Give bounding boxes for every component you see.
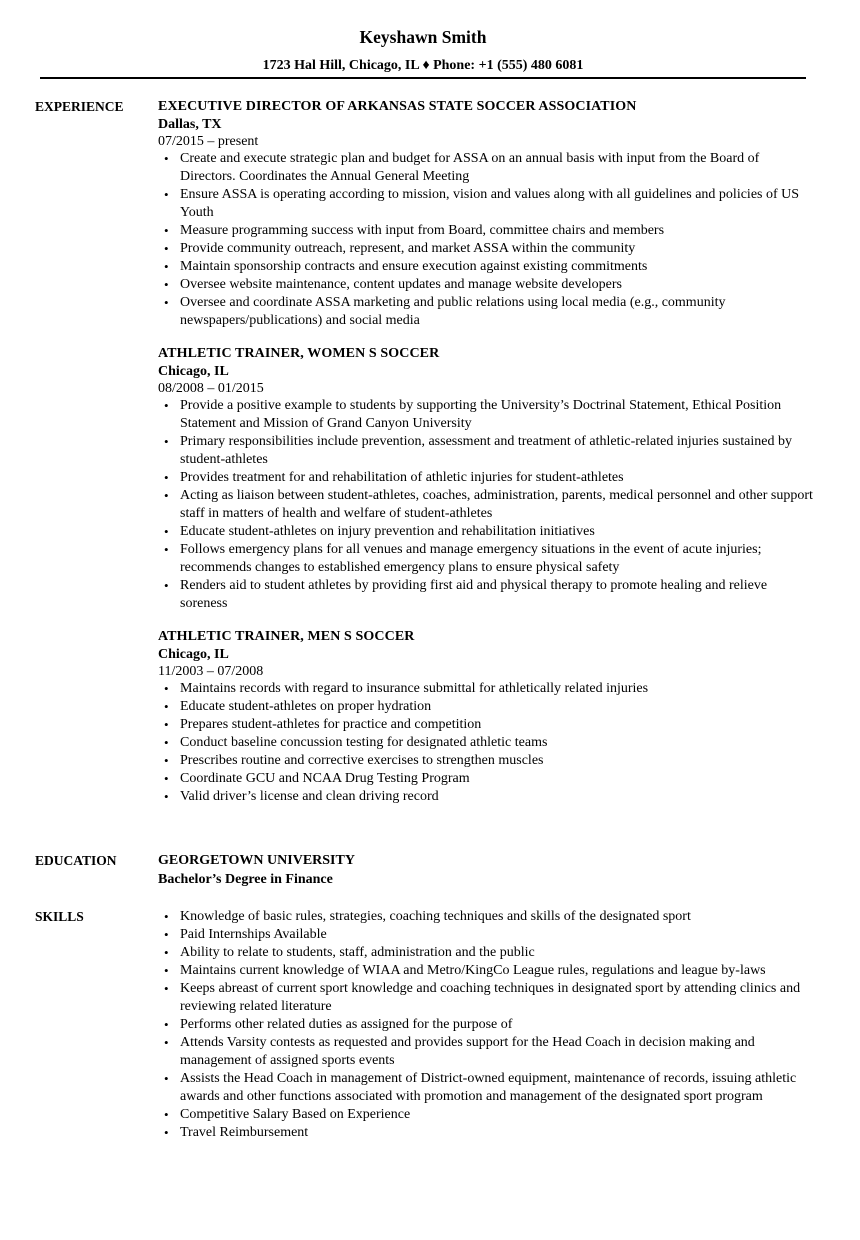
skills-bullets (158, 908, 813, 1142)
bullet-item: • Measure programming success with input from Board, committee chairs and members (158, 222, 813, 240)
skill-item: • Attends Varsity contests as requested and provides support for the Head Coach in decision making and management of assigned sports events (158, 1034, 813, 1070)
bullet-item: • Oversee website maintenance, content updates and manage website developers (158, 276, 813, 294)
job-dates: 08/2008 – 01/2015 (158, 381, 264, 396)
bullet-item: • Maintains records with regard to insurance submittal for athletically related injuries (158, 680, 813, 698)
bullet-item: • Conduct baseline concussion testing for designated athletic teams (158, 734, 813, 752)
bullet-item: • Educate student-athletes on injury prevention and rehabilitation initiatives (158, 523, 813, 541)
job-dates: 11/2003 – 07/2008 (158, 664, 264, 679)
experience-list (158, 98, 813, 821)
bullet-item: • Provides treatment for and rehabilitation of athletic injuries for student-athletes (158, 469, 813, 487)
job-title: ATHLETIC TRAINER, WOMEN S SOCCER (158, 346, 440, 361)
bullet-item: • Follows emergency plans for all venues and manage emergency situations in the event of acute injuries; recommends changes to established emergency plans to ensure physical safety (158, 541, 813, 577)
bullet-item: • Coordinate GCU and NCAA Drug Testing Program (158, 770, 813, 788)
bullet-item: • Provide a positive example to students by supporting the University’s Doctrinal Statement, Ethical Position Statement and Mission of Grand Canyon University (158, 397, 813, 433)
skill-item: • Travel Reimbursement (158, 1124, 813, 1142)
candidate-name: Keyshawn Smith (359, 27, 487, 47)
bullet-item: • Oversee and coordinate ASSA marketing and public relations using local media (e.g., community newspapers/publications) and social media (158, 294, 813, 330)
skill-item: • Maintains current knowledge of WIAA and Metro/KingCo League rules, regulations and league by-laws (158, 962, 813, 980)
job-location: Chicago, IL (158, 647, 229, 662)
job-title: ATHLETIC TRAINER, MEN S SOCCER (158, 629, 415, 644)
skills-list (158, 908, 813, 1142)
section-label-education: EDUCATION (35, 853, 117, 868)
skill-item: • Keeps abreast of current sport knowledge and coaching techniques in designated sport by attending clinics and reviewing related literature (158, 980, 813, 1016)
bullet-item: • Primary responsibilities include prevention, assessment and treatment of athletic-related injuries sustained by student-athletes (158, 433, 813, 469)
bullet-item: • Provide community outreach, represent, and market ASSA within the community (158, 240, 813, 258)
job-dates: 07/2015 – present (158, 134, 259, 149)
job-entry (158, 628, 813, 806)
job-bullets (158, 150, 813, 330)
section-label-skills: SKILLS (35, 909, 84, 924)
job-entry (158, 345, 813, 613)
bullet-item: • Ensure ASSA is operating according to mission, vision and values along with all guidelines and policies of US Youth (158, 186, 813, 222)
bullet-item: • Create and execute strategic plan and budget for ASSA on an annual basis with input from the Board of Directors. Coordinates the Annual General Meeting (158, 150, 813, 186)
skill-item: • Assists the Head Coach in management of District-owned equipment, maintenance of records, issuing athletic awards and other functions associated with promotion and management of the designated sport program (158, 1070, 813, 1106)
job-location: Chicago, IL (158, 364, 229, 379)
job-entry (158, 98, 813, 330)
bullet-item: • Acting as liaison between student-athletes, coaches, administration, parents, medical personnel and other support staff in matters of health and welfare of student-athletes (158, 487, 813, 523)
education-entry (158, 852, 813, 890)
section-label-experience: EXPERIENCE (35, 99, 124, 114)
bullet-item: • Maintain sponsorship contracts and ensure execution against existing commitments (158, 258, 813, 276)
bullet-item: • Prepares student-athletes for practice and competition (158, 716, 813, 734)
job-bullets (158, 397, 813, 613)
degree: Bachelor’s Degree in Finance (158, 872, 333, 887)
skill-item: • Ability to relate to students, staff, administration and the public (158, 944, 813, 962)
bullet-item: • Educate student-athletes on proper hydration (158, 698, 813, 716)
job-bullets (158, 680, 813, 806)
school-name: GEORGETOWN UNIVERSITY (158, 853, 355, 868)
job-location: Dallas, TX (158, 117, 222, 132)
bullet-item: • Prescribes routine and corrective exercises to strengthen muscles (158, 752, 813, 770)
skill-item: • Competitive Salary Based on Experience (158, 1106, 813, 1124)
header-divider (40, 77, 806, 79)
bullet-item: • Renders aid to student athletes by providing first aid and physical therapy to promote healing and relieve soreness (158, 577, 813, 613)
job-title: EXECUTIVE DIRECTOR OF ARKANSAS STATE SOCCER ASSOCIATION (158, 99, 637, 114)
skill-item: • Knowledge of basic rules, strategies, coaching techniques and skills of the designated sport (158, 908, 813, 926)
skill-item: • Performs other related duties as assigned for the purpose of (158, 1016, 813, 1034)
contact-line: 1723 Hal Hill, Chicago, IL ♦ Phone: +1 (555) 480 6081 (262, 58, 584, 73)
bullet-item: • Valid driver’s license and clean driving record (158, 788, 813, 806)
skill-item: • Paid Internships Available (158, 926, 813, 944)
resume-header (40, 26, 806, 75)
